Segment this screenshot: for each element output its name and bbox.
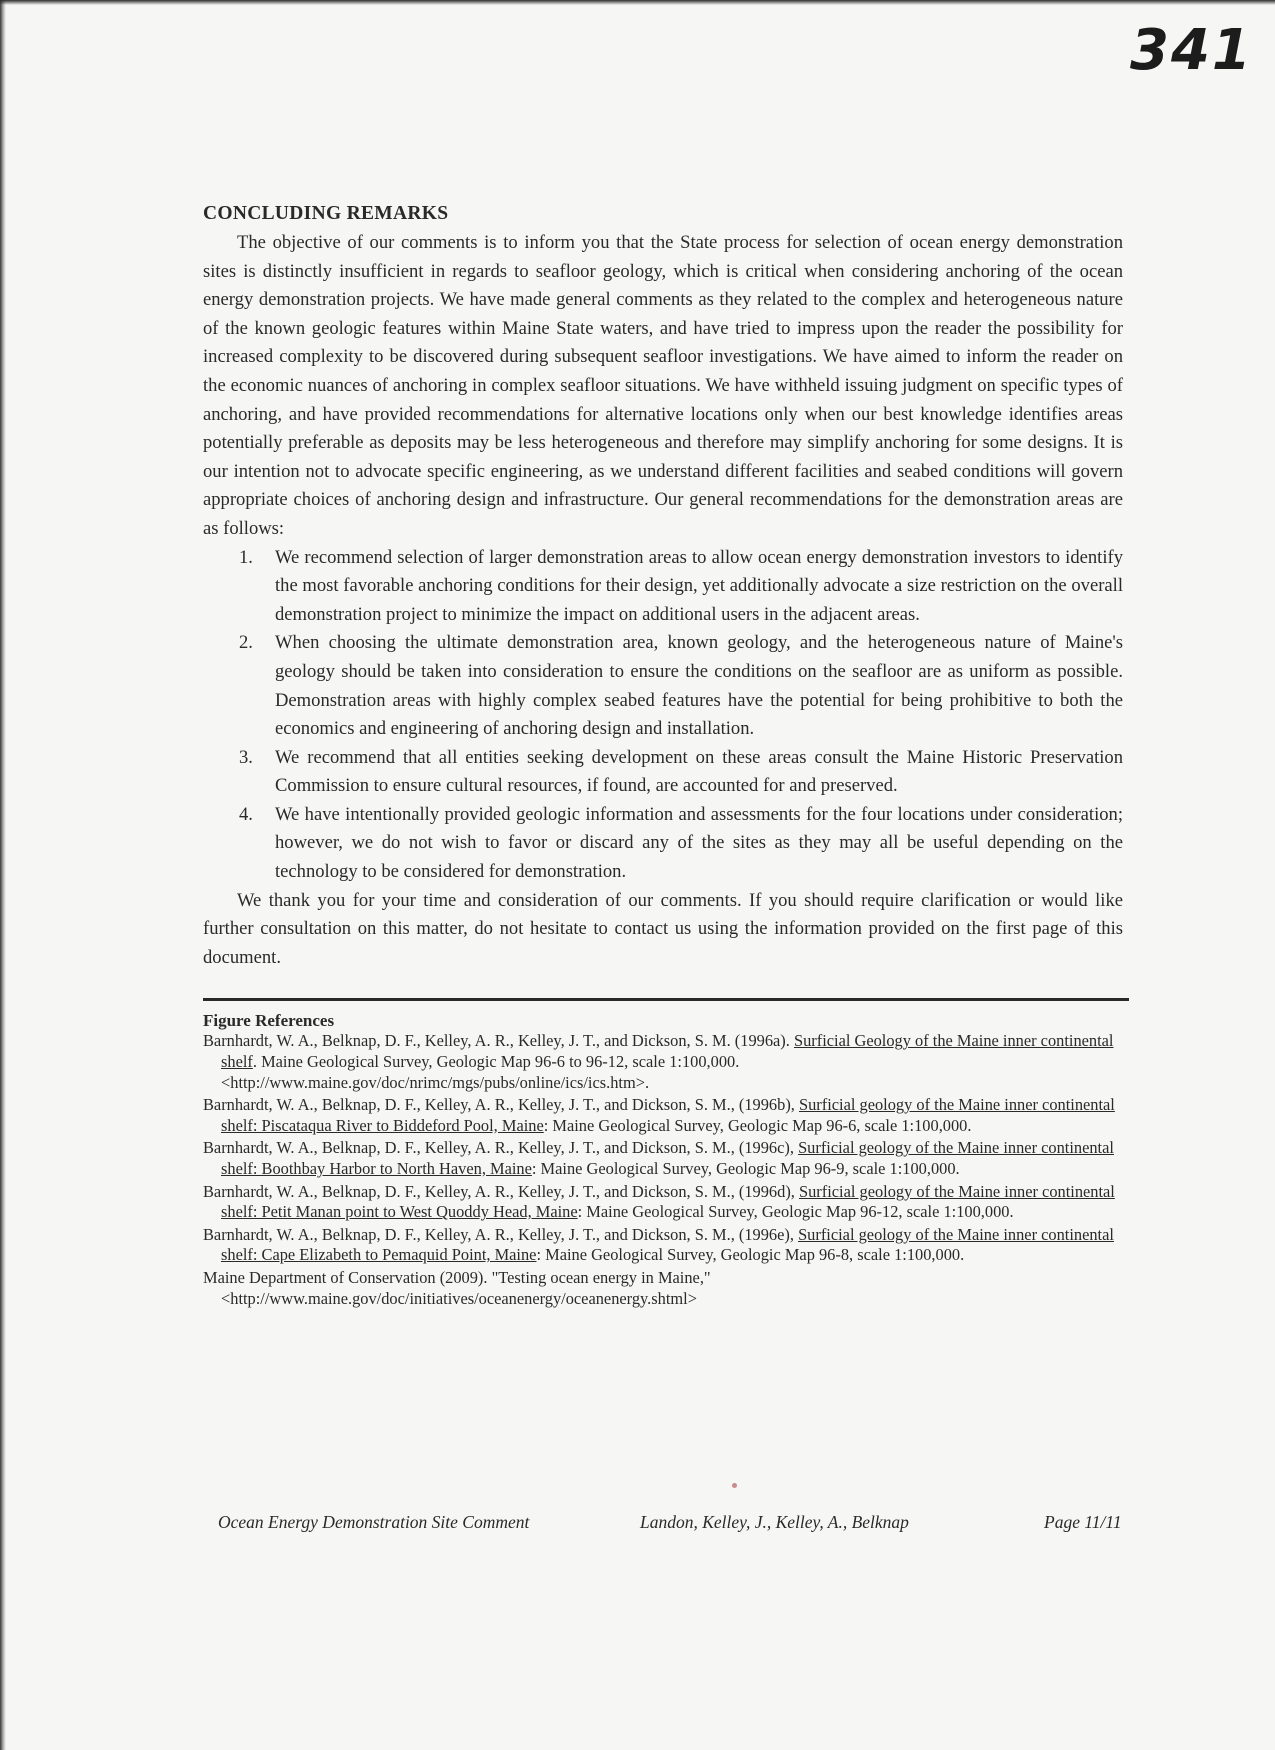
recommendations-list: [203, 544, 1123, 887]
reference-entry: [203, 1138, 1123, 1179]
reference-authors: Barnhardt, W. A., Belknap, D. F., Kelley, A. R., Kelley, J. T., and Dickson, S. M., (1996d),: [203, 1181, 799, 1201]
document-body: [203, 203, 1123, 1311]
references-divider: [203, 998, 1129, 1001]
recommendation-number: 1.: [239, 546, 253, 568]
reference-entry: [203, 1225, 1123, 1266]
reference-source: : Maine Geological Survey, Geologic Map 96-12, scale 1:100,000.: [577, 1202, 1014, 1222]
section-heading: CONCLUDING REMARKS: [203, 203, 449, 224]
reference-entry: [203, 1031, 1123, 1093]
reference-source: : Maine Geological Survey, Geologic Map 96-8, scale 1:100,000.: [536, 1245, 965, 1265]
recommendation-item: [239, 744, 1123, 801]
reference-title: Surficial geology of the Maine inner continental shelf: Boothbay Harbor to North Haven, Maine: [221, 1138, 1114, 1178]
footer-page-number: Page 11/11: [1044, 1512, 1122, 1532]
recommendation-text: We recommend that all entities seeking development on these areas consult the Maine Historic Preservation Commission to ensure cultural resources, if found, are accounted for and preserved.: [275, 746, 1123, 797]
handwritten-page-number: 341: [1130, 18, 1253, 83]
closing-paragraph: We thank you for your time and consideration of our comments. If you should require clarification or would like further consultation on this matter, do not hesitate to contact us using the information provided on the first page of this document.: [203, 889, 1123, 968]
footer-document-title: Ocean Energy Demonstration Site Comment: [218, 1512, 530, 1532]
scan-speck: [732, 1483, 737, 1488]
reference-source: . Maine Geological Survey, Geologic Map 96-6 to 96-12, scale 1:100,000. <http://www.maine.gov/doc/nrimc/mgs/pubs/online/ics/ics.htm>.: [221, 1052, 740, 1092]
recommendation-text: We recommend selection of larger demonstration areas to allow ocean energy demonstration investors to identify the most favorable anchoring conditions for their design, yet additionally advocate a size restriction on the overall demonstration project to minimize the impact on additional users in the adjacent areas.: [275, 546, 1123, 625]
recommendation-number: 4.: [239, 803, 253, 825]
reference-entry: [203, 1268, 1123, 1309]
footer-authors: Landon, Kelley, J., Kelley, A., Belknap: [640, 1512, 909, 1532]
recommendation-number: 3.: [239, 746, 253, 768]
recommendation-item: [239, 544, 1123, 630]
reference-entry: [203, 1095, 1123, 1136]
reference-entry: [203, 1182, 1123, 1223]
reference-authors: Maine Department of Conservation (2009). "Testing ocean energy in Maine," <http://www.maine.gov/doc/initiatives/oceanenergy/oceanenergy.shtml>: [203, 1267, 711, 1308]
recommendation-text: We have intentionally provided geologic information and assessments for the four locations under consideration; however, we do not wish to favor or discard any of the sites as they may all be useful depending on the technology to be considered for demonstration.: [275, 803, 1123, 883]
reference-title: Surficial Geology of the Maine inner continental shelf: [221, 1031, 1114, 1072]
recommendation-item: [239, 629, 1123, 743]
scan-edge-left: [0, 0, 6, 1750]
reference-title: Surficial geology of the Maine inner continental shelf: Piscataqua River to Biddeford Pool, Maine: [221, 1095, 1115, 1135]
reference-authors: Barnhardt, W. A., Belknap, D. F., Kelley, A. R., Kelley, J. T., and Dickson, S. M., (1996c),: [203, 1138, 799, 1158]
recommendation-text: When choosing the ultimate demonstration area, known geology, and the heterogeneous nature of Maine's geology should be taken into consideration to ensure the conditions on the seafloor are as uniform as possible. Demonstration areas with highly complex seabed features have the potential for being prohibitive to both the economics and engineering of anchoring design and installation.: [275, 632, 1123, 740]
reference-title: Surficial geology of the Maine inner continental shelf: Cape Elizabeth to Pemaquid Point, Maine: [221, 1224, 1114, 1265]
reference-authors: Barnhardt, W. A., Belknap, D. F., Kelley, A. R., Kelley, J. T., and Dickson, S. M., (1996b),: [203, 1095, 799, 1115]
references-heading: Figure References: [203, 1011, 335, 1031]
reference-source: : Maine Geological Survey, Geologic Map 96-6, scale 1:100,000.: [543, 1115, 972, 1135]
reference-source: : Maine Geological Survey, Geologic Map 96-9, scale 1:100,000.: [531, 1159, 960, 1178]
reference-authors: Barnhardt, W. A., Belknap, D. F., Kelley, A. R., Kelley, J. T., and Dickson, S. M. (1996a).: [203, 1031, 794, 1051]
reference-title: Surficial geology of the Maine inner continental shelf: Petit Manan point to West Quoddy Head, Maine: [221, 1181, 1115, 1222]
reference-authors: Barnhardt, W. A., Belknap, D. F., Kelley, A. R., Kelley, J. T., and Dickson, S. M., (1996e),: [203, 1224, 799, 1244]
scan-edge-top: [0, 0, 1275, 5]
recommendation-item: [239, 801, 1123, 887]
recommendation-number: 2.: [239, 632, 253, 654]
intro-paragraph: The objective of our comments is to inform you that the State process for selection of ocean energy demonstration sites is distinctly insufficient in regards to seafloor geology, which is critical when considering anchoring of the ocean energy demonstration projects. We have made general comments as they related to the complex and heterogeneous nature of the known geologic features within Maine State waters, and have tried to impress upon the reader the possibility for increased complexity to be discovered during subsequent seafloor investigations. We have aimed to inform the reader on the economic nuances of anchoring in complex seafloor situations. We have withheld issuing judgment on specific types of anchoring, and have provided recommendations for alternative locations only when our best knowledge identifies areas potentially preferable as deposits may be less heterogeneous and therefore may simplify anchoring for some designs. It is our intention not to advocate specific engineering, as we understand different facilities and seabed conditions will govern appropriate choices of anchoring design and infrastructure. Our general recommendations for the demonstration areas are as follows:: [203, 232, 1123, 539]
